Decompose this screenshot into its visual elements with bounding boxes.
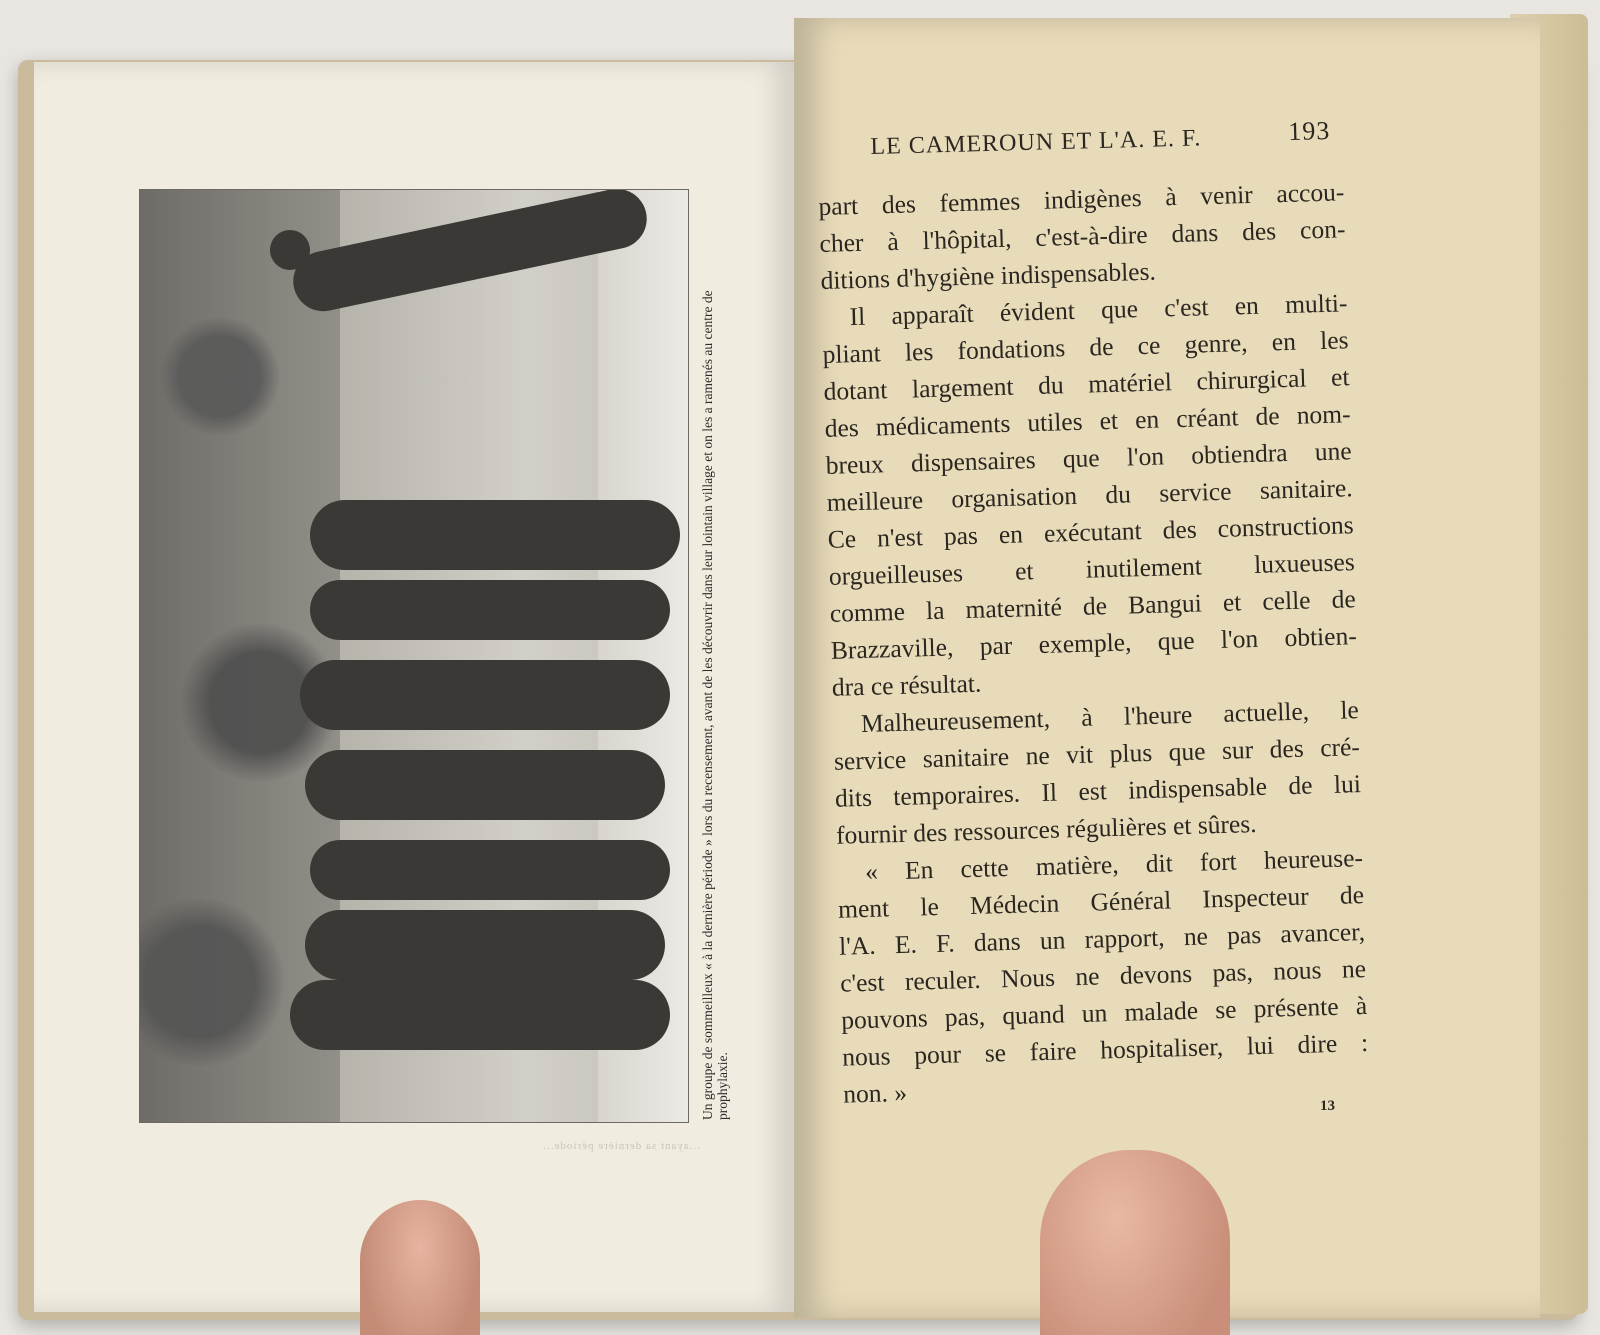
text-line: breux dispensaires que l'on obtiendra une — [825, 436, 1352, 480]
text-line: pliant les fondations de ce genre, en les — [822, 325, 1349, 369]
text-line: dits temporaires. Il est indispensable de lui — [834, 769, 1362, 813]
page-body-text — [818, 173, 1370, 1112]
text-line: orgueilleuses et inutilement luxueuses — [828, 547, 1356, 591]
text-line: Il apparaît évident que c'est en multi- — [849, 288, 1348, 332]
text-line: l'A. E. F. dans un rapport, ne pas avancer, — [838, 917, 1366, 961]
text-line: nous pour se faire hospitaliser, lui dire : — [841, 1027, 1369, 1072]
text-line: des médicaments utiles et en créant de nom- — [824, 399, 1351, 443]
finger — [360, 1200, 480, 1335]
text-line: service sanitaire ne vit plus que sur des cré- — [833, 732, 1361, 776]
photo-figure — [310, 840, 670, 900]
text-line: part des femmes indigènes à venir accou- — [818, 177, 1345, 221]
photo-figure — [290, 980, 670, 1050]
text-line: pouvons pas, quand un malade se présente à — [840, 990, 1368, 1035]
text-line: Ce n'est pas en exécutant des constructions — [827, 510, 1355, 554]
photo-figure — [305, 910, 665, 980]
signature-mark: 13 — [1320, 1098, 1335, 1114]
text-line: fournir des ressources régulières et sûres. — [835, 809, 1257, 850]
thumb — [1040, 1150, 1230, 1335]
text-line: meilleure organisation du service sanitaire. — [826, 473, 1353, 517]
photo-figure — [310, 500, 680, 570]
text-line: Malheureusement, à l'heure actuelle, le — [860, 695, 1360, 739]
text-line: c'est reculer. Nous ne devons pas, nous ne — [839, 954, 1367, 998]
text-line: comme la maternité de Bangui et celle de — [829, 584, 1357, 628]
text-line: Brazzaville, par exemple, que l'on obtien- — [830, 621, 1358, 665]
text-line: non. » — [842, 1077, 908, 1109]
bleed-through-text: ...ayant sa dernière période... — [542, 1140, 700, 1152]
text-line: dotant largement du matériel chirurgical et — [823, 362, 1350, 406]
photo-figure-head — [270, 230, 310, 270]
text-line: ditions d'hygiène indispensables. — [820, 256, 1157, 295]
photo-figure — [300, 660, 670, 730]
text-line: cher à l'hôpital, c'est-à-dire dans des con- — [819, 214, 1346, 258]
photo-figure — [305, 750, 665, 820]
halftone-photograph — [140, 190, 688, 1122]
text-line: « En cette matière, dit fort heureuse- — [864, 843, 1364, 886]
photo-figure — [310, 580, 670, 640]
photo-caption: Un groupe de sommeilleux « à la dernière période » lors du recensement, avant de les découvrir dans leur lointain village et on les a ramenés au centre de prophylaxie. — [700, 290, 730, 1120]
running-head-title: LE CAMEROUN ET L'A. E. F. — [870, 125, 1202, 160]
text-line: ment le Médecin Général Inspecteur de — [837, 880, 1365, 924]
page-number: 193 — [1287, 115, 1331, 147]
text-line: dra ce résultat. — [831, 668, 982, 702]
